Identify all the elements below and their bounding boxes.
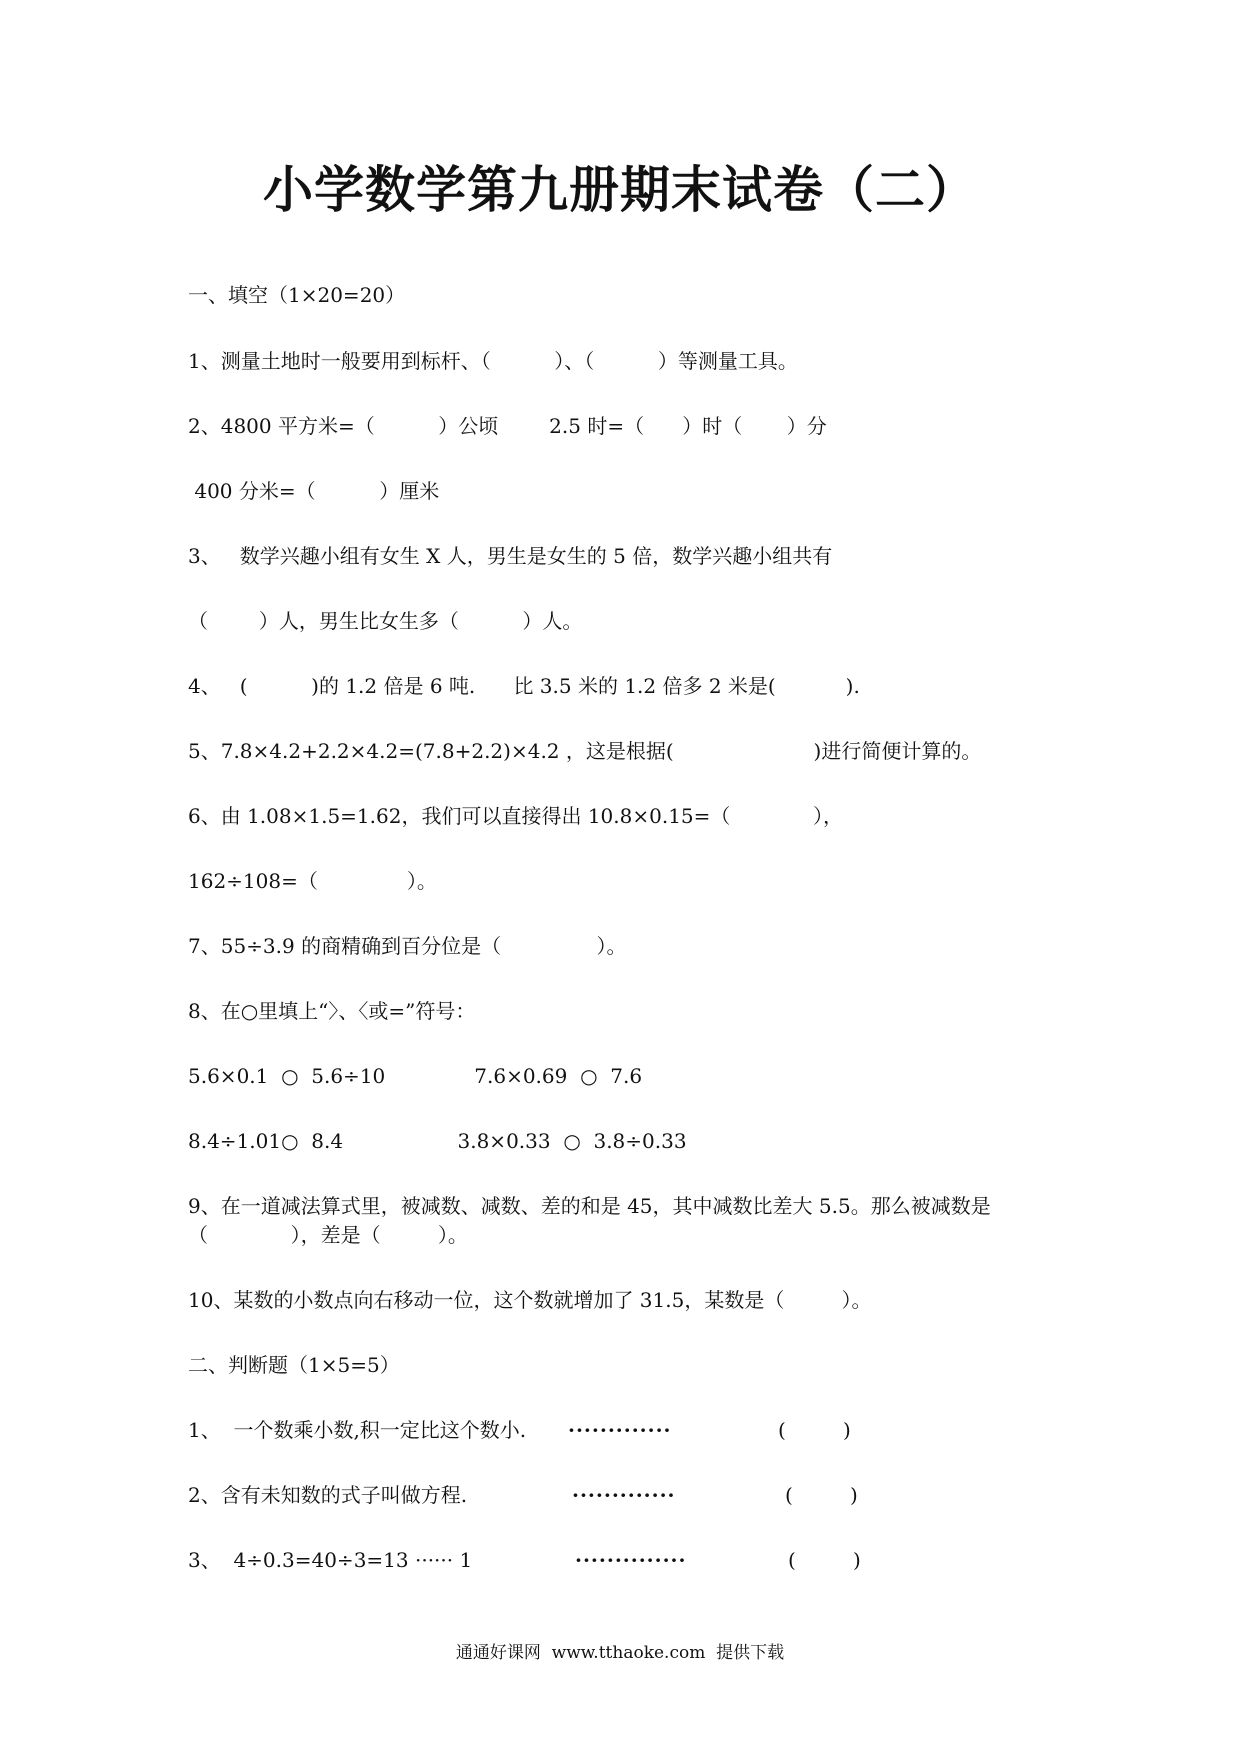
question-line: 8.4÷1.01○ 8.4 3.8×0.33 ○ 3.8÷0.33	[188, 1129, 687, 1153]
section-1-header: 一、填空（1×20=20）	[188, 283, 406, 307]
footer-source-note: 通通好课网 www.tthaoke.com 提供下载	[455, 1643, 785, 1663]
question-line: 7、55÷3.9 的商精确到百分位是（ ）。	[188, 934, 627, 958]
question-line: 8、在○里填上“〉、〈或=”符号：	[188, 999, 476, 1023]
question-line: 5、7.8×4.2+2.2×4.2=(7.8+2.2)×4.2 ，这是根据( )进行简便计算的。	[188, 739, 982, 763]
answer-parentheses: ( )	[785, 1483, 858, 1507]
question-line: 1、测量土地时一般要用到标杆、（ ）、（ ）等测量工具。	[188, 349, 798, 373]
dotted-leader: ··············	[575, 1548, 687, 1572]
answer-parentheses: ( )	[778, 1418, 851, 1442]
question-line: 162÷108=（ ）。	[188, 869, 437, 893]
answer-parentheses: ( )	[788, 1548, 861, 1572]
question-line: 2、4800 平方米=（ ）公顷 2.5 时=（ ）时（ ）分	[188, 414, 827, 438]
judgment-item-text: 2、含有未知数的式子叫做方程.	[188, 1483, 468, 1507]
dotted-leader: ·············	[568, 1418, 672, 1442]
question-line: 400 分米=（ ）厘米	[188, 479, 440, 503]
question-line: 10、某数的小数点向右移动一位，这个数就增加了 31.5，某数是（ ）。	[188, 1288, 872, 1312]
question-line: 5.6×0.1 ○ 5.6÷10 7.6×0.69 ○ 7.6	[188, 1064, 643, 1088]
judgment-item-text: 1、 一个数乘小数,积一定比这个数小.	[188, 1418, 527, 1442]
page-title: 小学数学第九册期末试卷（二）	[263, 161, 977, 219]
question-line: 3、 数学兴趣小组有女生 X 人，男生是女生的 5 倍，数学兴趣小组共有	[188, 544, 833, 568]
question-line: 4、 ( )的 1.2 倍是 6 吨. 比 3.5 米的 1.2 倍多 2 米是( ).	[188, 674, 860, 698]
section-2-header: 二、判断题（1×5=5）	[188, 1353, 400, 1377]
judgment-item-text: 3、 4÷0.3=40÷3=13 ······ 1	[188, 1548, 473, 1572]
question-line: （ ），差是（ ）。	[188, 1223, 468, 1247]
question-line: 6、由 1.08×1.5=1.62，我们可以直接得出 10.8×0.15=（ ），	[188, 804, 844, 828]
question-line: （ ）人，男生比女生多（ ）人。	[188, 609, 583, 633]
dotted-leader: ·············	[572, 1483, 676, 1507]
question-line: 9、在一道减法算式里，被减数、减数、差的和是 45，其中减数比差大 5.5。那么被减数是	[188, 1194, 991, 1218]
